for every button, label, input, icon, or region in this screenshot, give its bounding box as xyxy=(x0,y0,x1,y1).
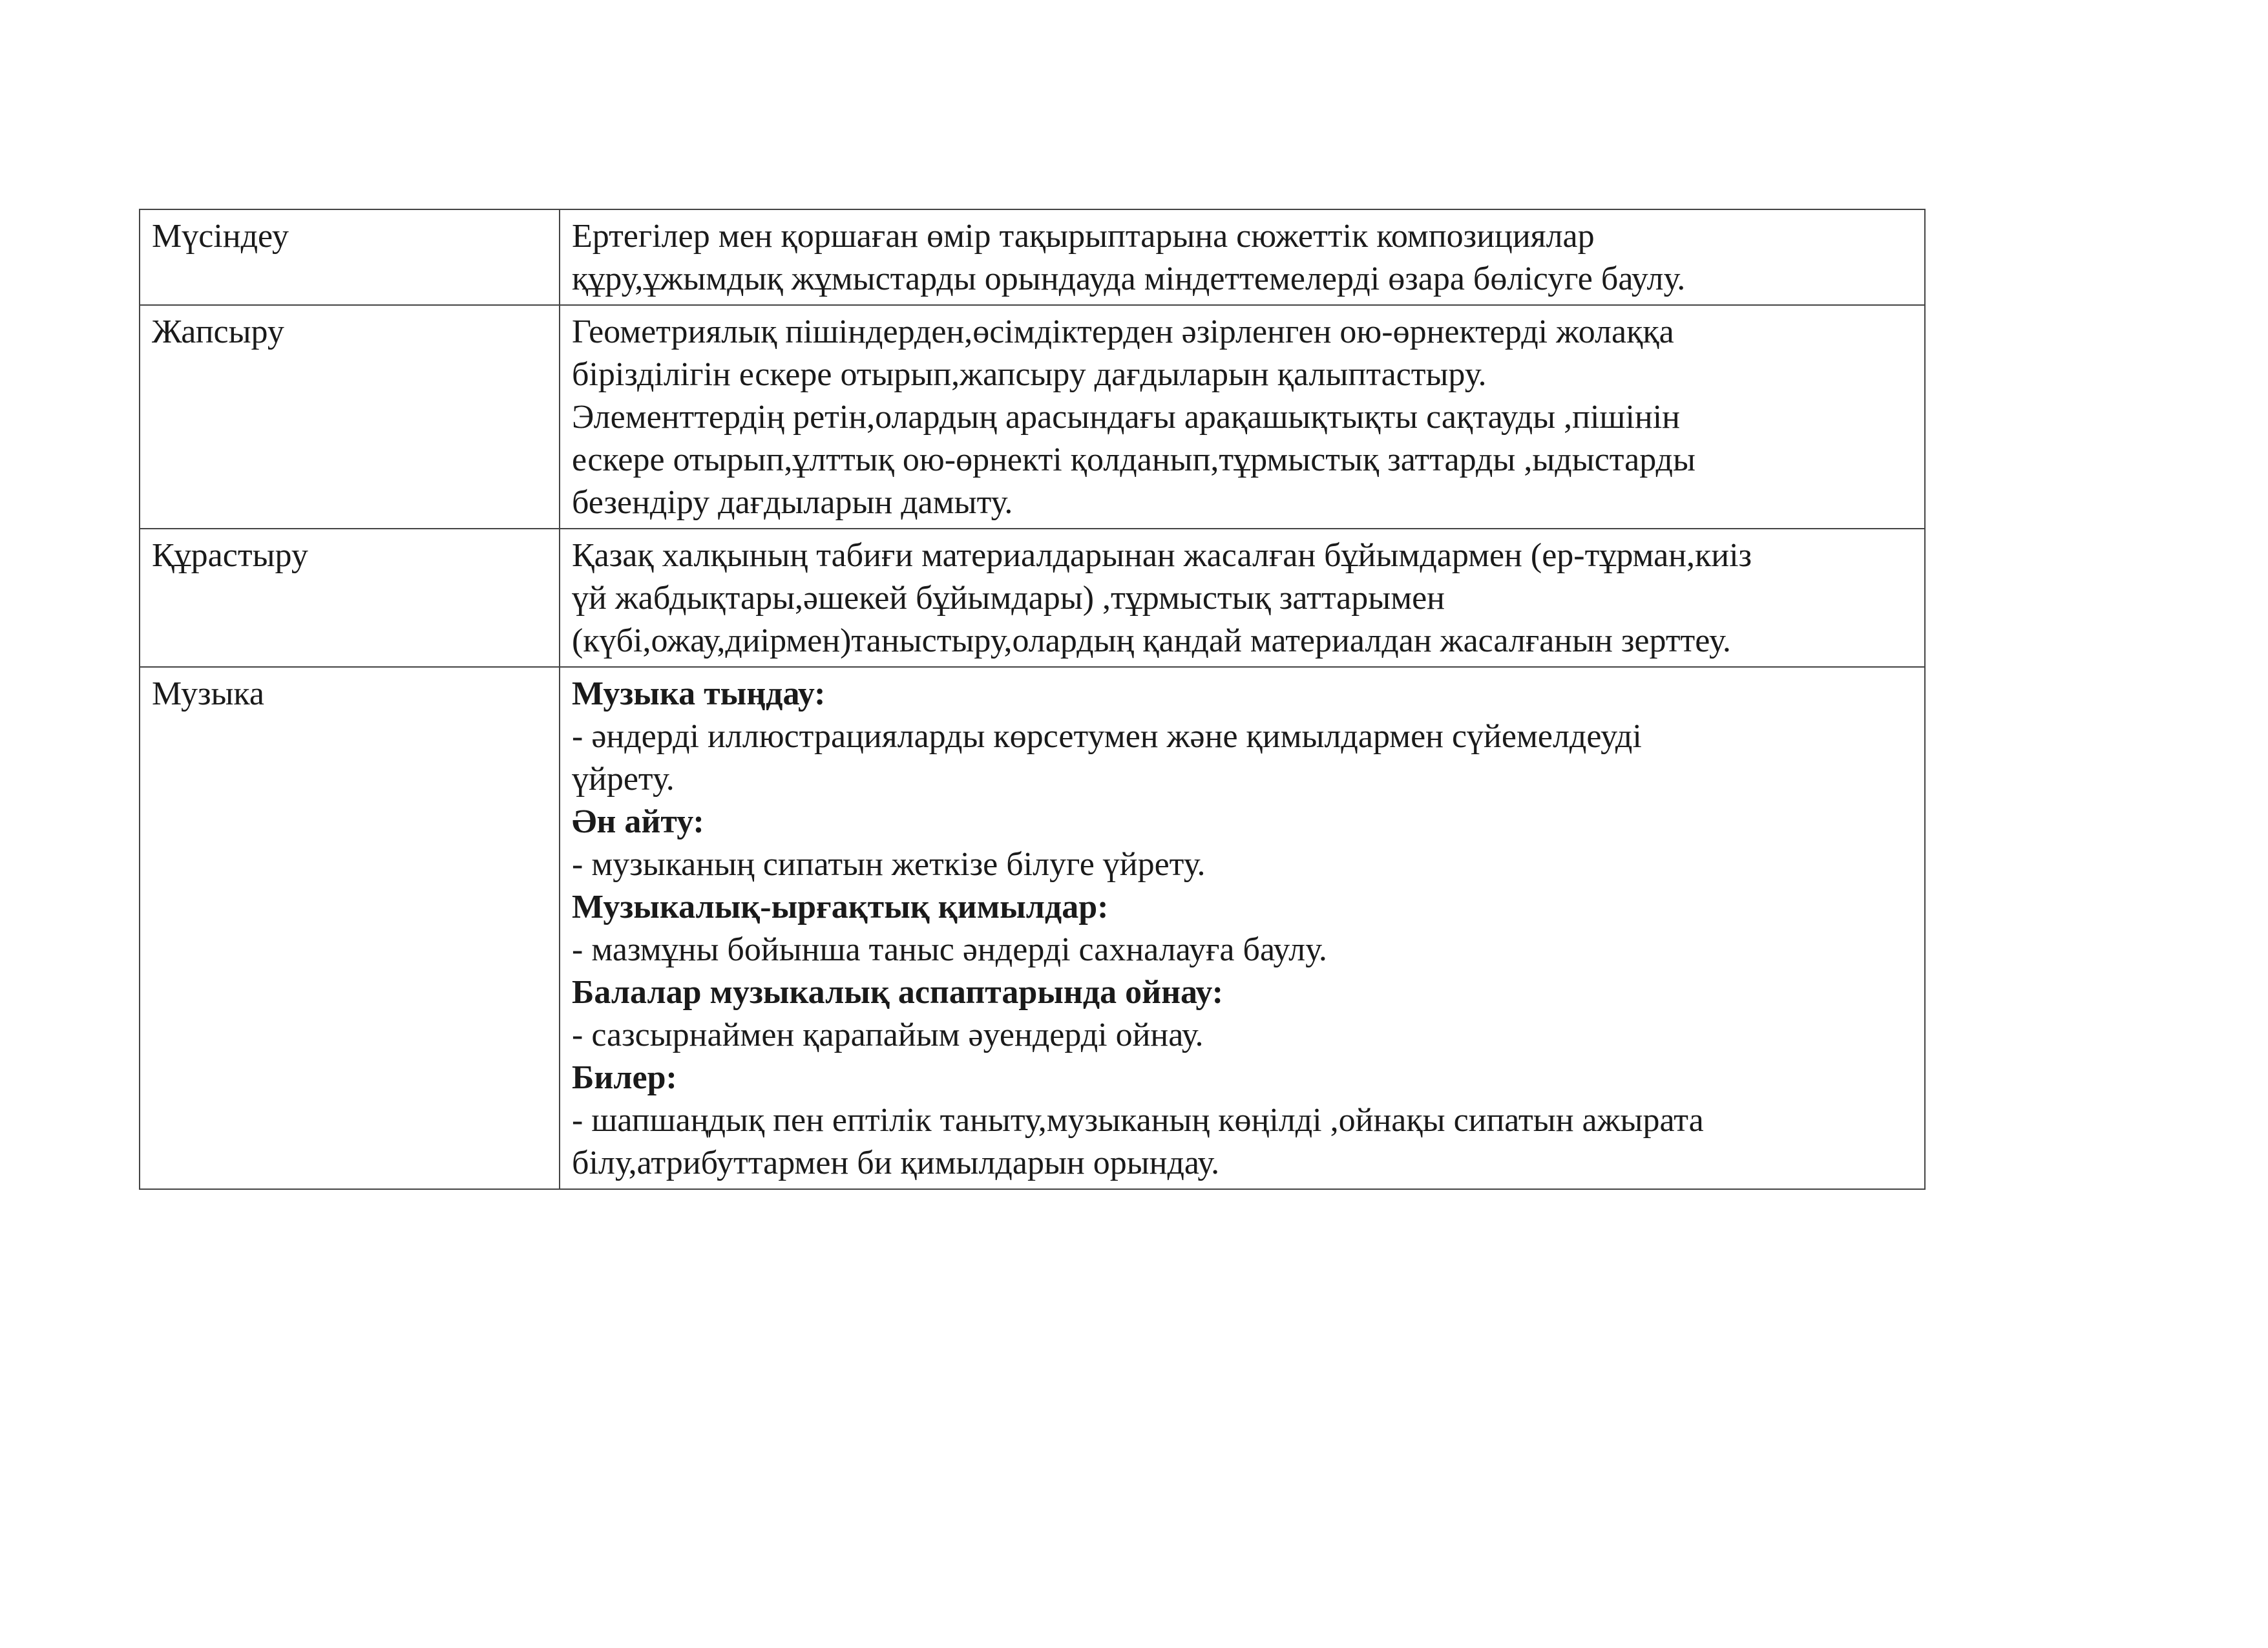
content-line: - мазмұны бойынша таныс әндерді сахналауға баулу. xyxy=(572,931,1327,968)
subject-label: Құрастыру xyxy=(152,537,308,574)
curriculum-table xyxy=(139,209,1926,1190)
content-line: - сазсырнаймен қарапайым әуендерді ойнау. xyxy=(572,1017,1204,1053)
content-line: - шапшаңдық пен ептілік таныту,музыканың көңілді ,ойнақы сипатын ажырата xyxy=(572,1102,1704,1139)
section-heading: Музыкалық-ырғақтық қимылдар: xyxy=(572,889,1109,925)
table-row xyxy=(140,667,1925,1189)
content-cell xyxy=(560,529,1925,667)
content-line: ескере отырып,ұлттық ою-өрнекті қолданып,тұрмыстық заттарды ,ыдыстарды xyxy=(572,441,1696,478)
subject-cell xyxy=(140,305,560,529)
section-heading: Музыка тыңдау: xyxy=(572,675,826,712)
table-row xyxy=(140,209,1925,305)
table-body xyxy=(140,209,1925,1189)
table-row xyxy=(140,529,1925,667)
content-line: Ертегілер мен қоршаған өмір тақырыптарына сюжеттік композициялар xyxy=(572,218,1595,255)
content-cell xyxy=(560,305,1925,529)
content-line: құру,ұжымдық жұмыстарды орындауда міндеттемелерді өзара бөлісуге баулу. xyxy=(572,260,1686,297)
content-line: үйрету. xyxy=(572,761,675,798)
content-line: білу,атрибуттармен би қимылдарын орындау. xyxy=(572,1145,1220,1181)
subject-cell xyxy=(140,209,560,305)
content-line: безендіру дағдыларын дамыту. xyxy=(572,484,1013,521)
content-line: Геометриялық пішіндерден,өсімдіктерден әзірленген ою-өрнектерді жолаққа xyxy=(572,313,1674,350)
content-cell xyxy=(560,209,1925,305)
content-line: - әндерді иллюстрацияларды көрсетумен және қимылдармен сүйемелдеуді xyxy=(572,718,1642,755)
content-line: бірізділігін ескере отырып,жапсыру дағдыларын қалыптастыру. xyxy=(572,356,1487,393)
subject-label: Мүсіндеу xyxy=(152,218,289,255)
content-line: үй жабдықтары,әшекей бұйымдары) ,тұрмыстық заттарымен xyxy=(572,580,1445,617)
subject-label: Музыка xyxy=(152,675,264,712)
content-line: (күбі,ожау,диірмен)таныстыру,олардың қандай материалдан жасалғанын зерттеу. xyxy=(572,622,1731,659)
table-row xyxy=(140,305,1925,529)
subject-cell xyxy=(140,667,560,1189)
section-heading: Билер: xyxy=(572,1059,677,1096)
content-line: Элементтердің ретін,олардың арасындағы арақашықтықты сақтауды ,пішінін xyxy=(572,399,1681,436)
content-line: - музыканың сипатын жеткізе білуге үйрету. xyxy=(572,846,1206,883)
subject-label: Жапсыру xyxy=(152,313,284,350)
content-line: Қазақ халқының табиғи материалдарынан жасалған бұйымдармен (ер-тұрман,киіз xyxy=(572,537,1752,574)
section-heading: Балалар музыкалық аспаптарында ойнау: xyxy=(572,974,1224,1011)
content-cell xyxy=(560,667,1925,1189)
section-heading: Ән айту: xyxy=(572,803,704,840)
subject-cell xyxy=(140,529,560,667)
